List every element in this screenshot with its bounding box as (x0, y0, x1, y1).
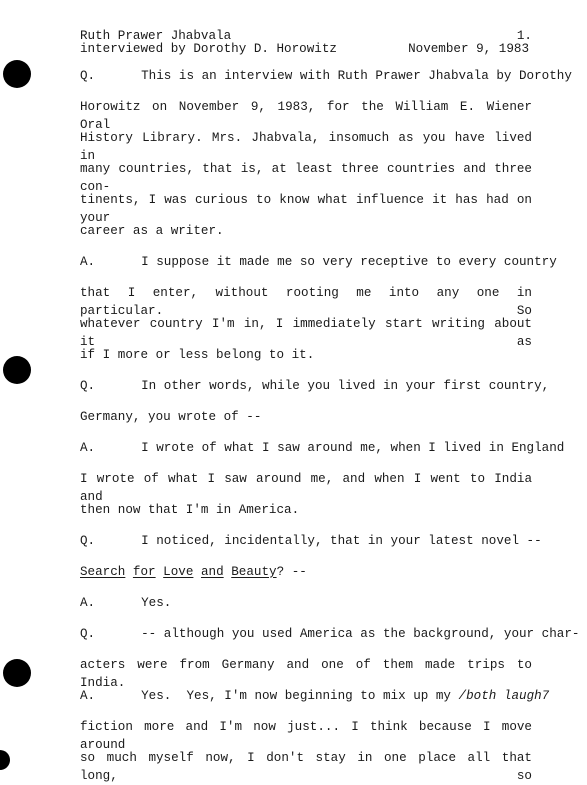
transcript-line: if I more or less belong to it. (80, 348, 315, 362)
transcript-line: I wrote of what I saw around me, and when I went to India and (80, 472, 532, 504)
transcript-line: then now that I'm in America. (80, 503, 300, 517)
header-date: November 9, 1983 (408, 42, 529, 56)
transcript-line: whatever country I'm in, I immediately start writing about it as (80, 317, 532, 349)
transcript-line: History Library. Mrs. Jhabvala, insomuch as you have lived in (80, 131, 532, 163)
header-page-number: 1. (516, 29, 532, 43)
transcript-line: acters were from Germany and one of them made trips to India. (80, 658, 532, 690)
book-title-line: Search for Love and Beauty? -- (80, 565, 307, 579)
transcript-line: many countries, that is, at least three countries and three con- (80, 162, 532, 194)
transcript-line: career as a writer. (80, 224, 224, 238)
book-title-word: Search (80, 565, 126, 579)
binder-hole-bottom (3, 659, 31, 687)
speaker-label: Q. (80, 627, 96, 641)
corner-mark (0, 750, 10, 770)
book-title-word: Love (163, 565, 194, 579)
transcript-line: so much myself now, I don't stay in one place all that long, so (80, 751, 532, 783)
book-title-word: Beauty (231, 565, 277, 579)
transcript-line: that I enter, without rooting me into any one in particular. So (80, 286, 532, 318)
stage-direction: /both laugh7 (458, 689, 550, 703)
transcript-line: Q. In other words, while you lived in your first country, (80, 379, 550, 393)
binder-hole-middle (3, 356, 31, 384)
transcript-line: A. Yes. Yes, I'm now beginning to mix up my /both laugh7 (80, 689, 550, 703)
transcript-line: Germany, you wrote of -- (80, 410, 262, 424)
transcript-line: tinents, I was curious to know what influence it has had on your (80, 193, 532, 225)
speaker-label: A. (80, 255, 96, 269)
speaker-label: A. (80, 441, 96, 455)
header-author: Ruth Prawer Jhabvala (80, 29, 232, 43)
speaker-label: A. (80, 596, 96, 610)
transcript-line: fiction more and I'm now just... I think because I move around (80, 720, 532, 752)
book-title-word: and (200, 565, 224, 579)
header-row-2 (80, 43, 532, 56)
speaker-label: A. (80, 689, 96, 703)
transcript-line: Q. This is an interview with Ruth Prawer Jhabvala by Dorothy (80, 69, 572, 83)
transcript-line: A. I wrote of what I saw around me, when I lived in England (80, 441, 565, 455)
binder-hole-top (3, 60, 31, 88)
transcript-line: Q. -- although you used America as the background, your char- (80, 627, 580, 641)
book-title-word: for (132, 565, 156, 579)
speaker-label: Q. (80, 379, 96, 393)
header-interviewer: interviewed by Dorothy D. Horowitz (80, 42, 337, 56)
page-header (80, 30, 532, 56)
speaker-label: Q. (80, 534, 96, 548)
transcript-line: A. Yes. (80, 596, 172, 610)
transcript-line: A. I suppose it made me so very receptive to every country (80, 255, 557, 269)
transcript-line: Q. I noticed, incidentally, that in your latest novel -- (80, 534, 542, 548)
transcript-line: Horowitz on November 9, 1983, for the William E. Wiener Oral (80, 100, 532, 132)
speaker-label: Q. (80, 69, 96, 83)
